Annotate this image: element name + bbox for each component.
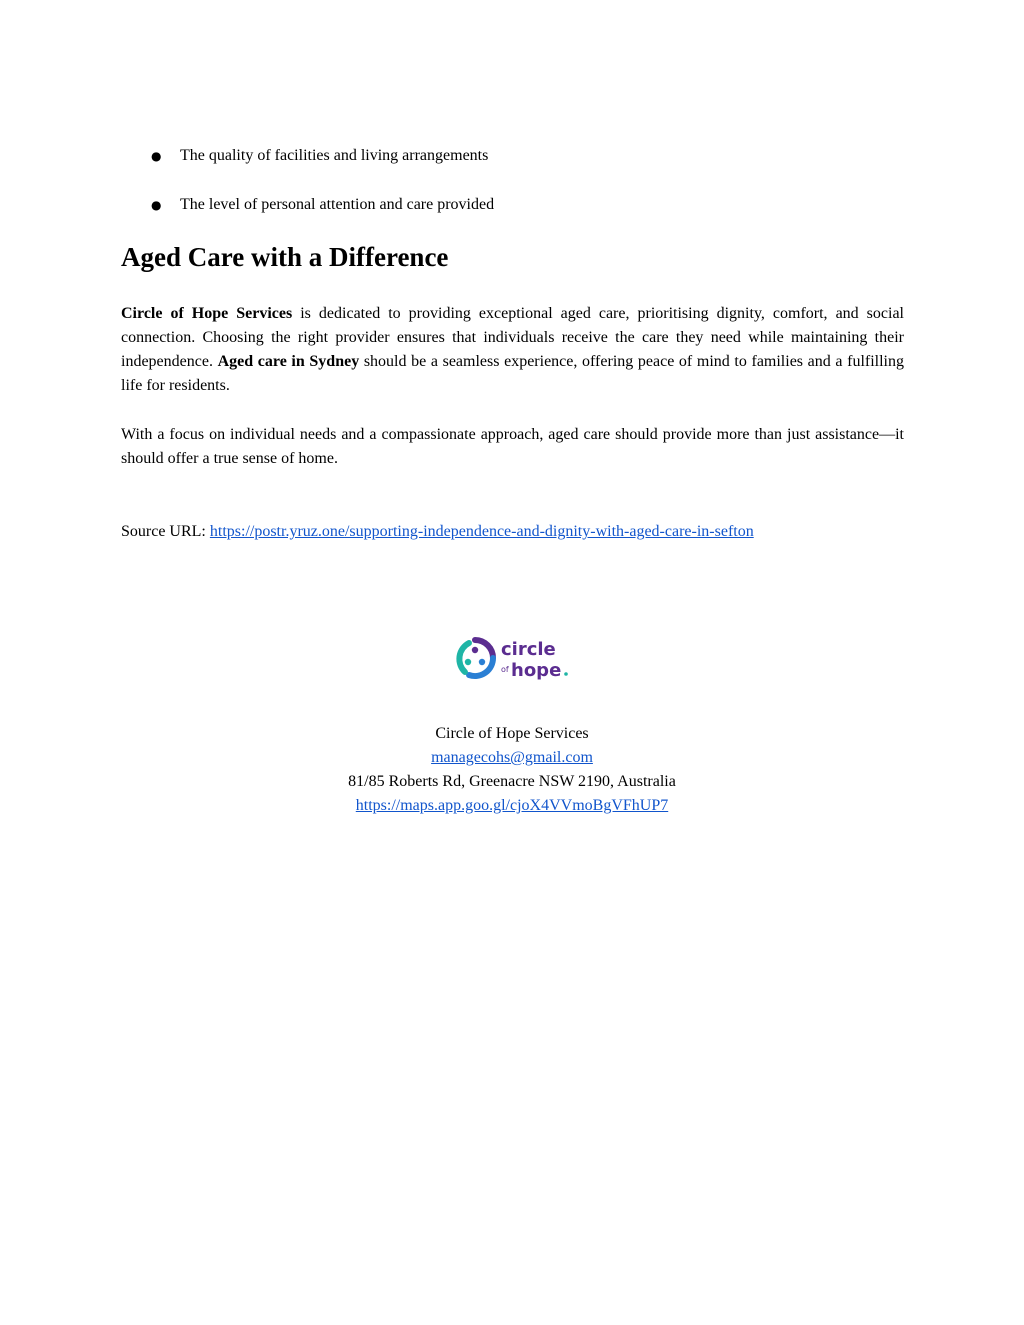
source-label: Source URL: — [121, 523, 210, 540]
logo-word-hope: hope — [511, 660, 562, 681]
footer-address: 81/85 Roberts Rd, Greenacre NSW 2190, Australia — [348, 773, 676, 790]
bullet-icon: ● — [151, 149, 162, 163]
paragraph-text: is dedicated to providing exceptional aged care, prioritising dignity, comfort, and social connection. Choosing the right provider ensures that individuals receive the care they need while maintaining their independence. — [121, 305, 904, 370]
bullet-icon: ● — [151, 198, 162, 212]
source-url-link[interactable]: https://postr.yruz.one/supporting-independence-and-dignity-with-aged-care-in-sefton — [209, 523, 754, 540]
intro-paragraph — [121, 302, 904, 398]
circle-of-hope-logo-icon — [455, 634, 575, 682]
bullet-list — [121, 145, 904, 216]
company-logo — [455, 634, 575, 682]
company-name-bold: Circle of Hope Services — [121, 305, 293, 322]
paragraph-text: should be a seamless experience, offering peace of mind to families and a fulfilling life for residents. — [121, 353, 905, 394]
bullet-text: The quality of facilities and living arrangements — [180, 147, 489, 164]
bullet-text: The level of personal attention and care provided — [180, 196, 495, 213]
footer-map-link[interactable]: https://maps.app.goo.gl/cjoX4VVmoBgVFhUP7 — [355, 797, 669, 814]
footer-company-name: Circle of Hope Services — [435, 725, 589, 742]
logo-word-circle: circle — [501, 639, 556, 660]
logo-word-of: of — [501, 665, 509, 674]
source-line — [121, 520, 754, 544]
closing-paragraph: With a focus on individual needs and a compassionate approach, aged care should provide more than just assistance—it should offer a true sense of home. — [121, 426, 904, 467]
footer-email-link[interactable]: managecohs@gmail.com — [431, 749, 593, 766]
list-item — [121, 194, 904, 216]
contact-footer — [0, 722, 1024, 818]
section-heading: Aged Care with a Difference — [121, 242, 449, 272]
keyword-bold: Aged care in Sydney — [217, 353, 360, 370]
list-item — [121, 145, 904, 167]
